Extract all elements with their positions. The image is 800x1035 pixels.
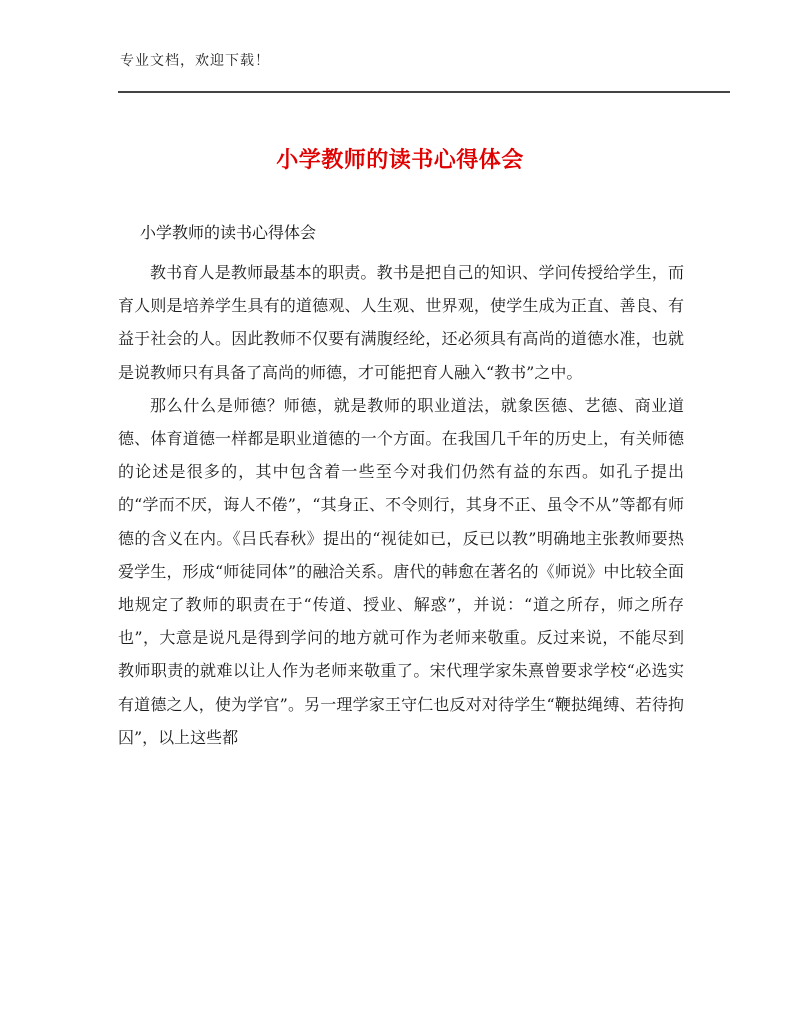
header-note: 专业文档，欢迎下载！ [120,53,270,69]
paragraph-1: 教书育人是教师最基本的职责。教书是把自己的知识、学问传授给学生，而育人则是培养学生具有的道德观、人生观、世界观，使学生成为正直、善良、有益于社会的人。因此教师不仅要有满腹经纶，还必须具有高尚的道德水准，也就是说教师只有具备了高尚的师德，才可能把育人融入“教书”之中。 [118,263,684,382]
document-title: 小学教师的读书心得体会 [276,148,524,173]
paragraph-2: 那么什么是师德？师德，就是教师的职业道法，就象医德、艺德、商业道德、体育道德一样都是职业道德的一个方面。在我国几千年的历史上，有关师德的论述是很多的，其中包含着一些至今对我们仍然有益的东西。如孔子提出的“学而不厌，诲人不倦”，“其身正、不令则行，其身不正、虽令不从”等都有师德的含义在内。《吕氏春秋》提出的“视徒如已，反已以教”明确地主张教师要热爱学生，形成“师徒同体”的融洽关系。唐代的韩愈在著名的《师说》中比较全面地规定了教师的职责在于“传道、授业、解惑”，并说：“道之所存，师之所存也”，大意是说凡是得到学问的地方就可作为老师来敬重。反过来说，不能尽到教师职责的就难以让人作为老师来敬重了。宋代理学家朱熹曾要求学校“必选实有道德之人，使为学官”。另一理学家王守仁也反对对待学生“鞭挞绳缚、若待拘囚”，以上这些都 [118,395,684,747]
body-text [118,256,684,754]
section-heading: 小学教师的读书心得体会 [140,223,317,242]
header-divider [118,91,730,93]
